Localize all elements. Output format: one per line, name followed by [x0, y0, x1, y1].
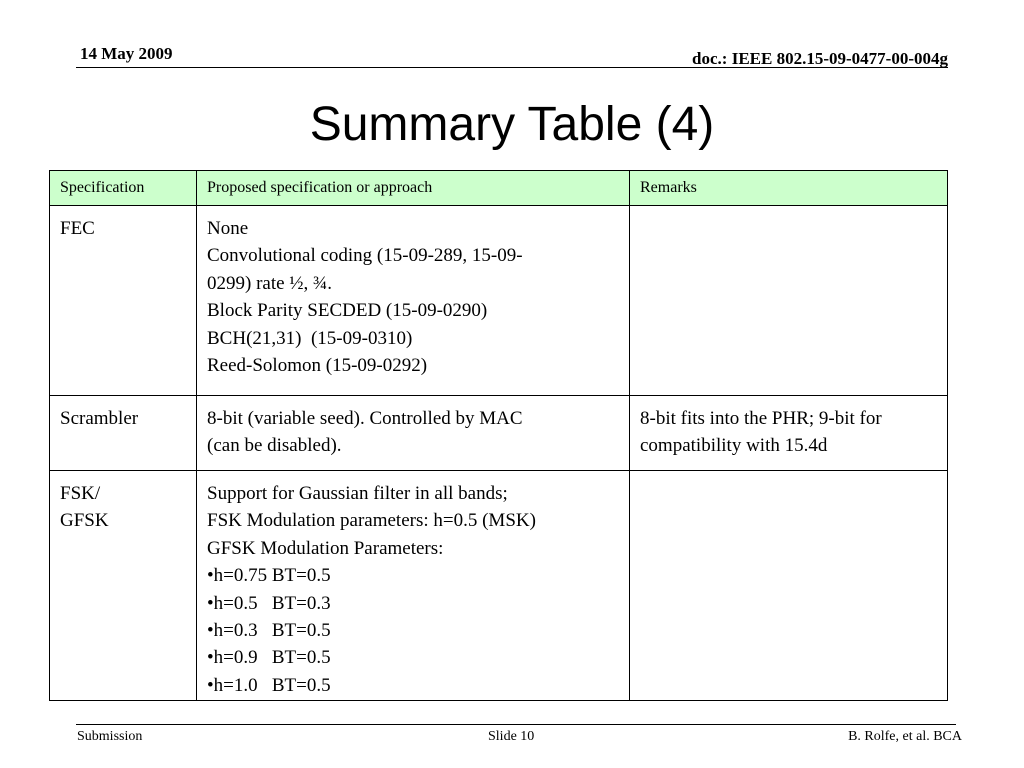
cell-specification [50, 471, 197, 701]
summary-table [49, 170, 948, 701]
cell-line: compatibility with 15.4d [640, 435, 828, 457]
footer-rule [76, 724, 956, 725]
cell-line: •h=1.0 BT=0.5 [207, 674, 331, 696]
header-date: 14 May 2009 [80, 44, 173, 63]
table-row [50, 471, 948, 701]
cell-line: BCH(21,31) (15-09-0310) [207, 327, 413, 349]
cell-remarks [630, 206, 948, 396]
cell-line: •h=0.3 BT=0.5 [207, 620, 331, 642]
cell-remarks [630, 396, 948, 471]
cell-line: FEC [60, 218, 95, 239]
cell-specification [50, 206, 197, 396]
cell-line: 8-bit (variable seed). Controlled by MAC [207, 408, 523, 429]
cell-remarks [630, 471, 948, 701]
column-header-remarks: Remarks [630, 171, 948, 206]
table-row [50, 396, 948, 471]
table-row [50, 206, 948, 396]
cell-line: GFSK [60, 510, 109, 532]
cell-line: Support for Gaussian filter in all bands; [207, 483, 508, 504]
cell-line: •h=0.9 BT=0.5 [207, 647, 331, 669]
slide-title: Summary Table (4) [309, 98, 715, 151]
cell-line: Block Parity SECDED (15-09-0290) [207, 300, 488, 322]
header-doc-id: doc.: IEEE 802.15-09-0477-00-004g [692, 49, 948, 68]
cell-line: FSK Modulation parameters: h=0.5 (MSK) [207, 510, 536, 532]
footer-authors: B. Rolfe, et al. BCA [848, 729, 962, 744]
column-header-specification: Specification [50, 171, 197, 206]
cell-line: Convolutional coding (15-09-289, 15-09- [207, 245, 523, 267]
cell-proposal [197, 471, 630, 701]
cell-line: Reed-Solomon (15-09-0292) [207, 355, 428, 377]
cell-line: 0299) rate ½, ¾. [207, 272, 333, 294]
cell-line: 8-bit fits into the PHR; 9-bit for [640, 408, 882, 429]
cell-line: None [207, 218, 249, 239]
footer-slide-number: Slide 10 [488, 729, 535, 744]
table-header-row [50, 171, 948, 206]
cell-line: •h=0.5 BT=0.3 [207, 592, 331, 614]
cell-line: FSK/ [60, 483, 101, 504]
cell-line: •h=0.75 BT=0.5 [207, 565, 331, 587]
footer-submission: Submission [77, 729, 143, 744]
cell-line: (can be disabled). [207, 435, 342, 457]
header-rule [76, 67, 948, 68]
cell-proposal [197, 396, 630, 471]
cell-proposal [197, 206, 630, 396]
cell-line: GFSK Modulation Parameters: [207, 537, 444, 559]
column-header-proposal: Proposed specification or approach [197, 171, 630, 206]
cell-line: Scrambler [60, 408, 139, 429]
cell-specification [50, 396, 197, 471]
